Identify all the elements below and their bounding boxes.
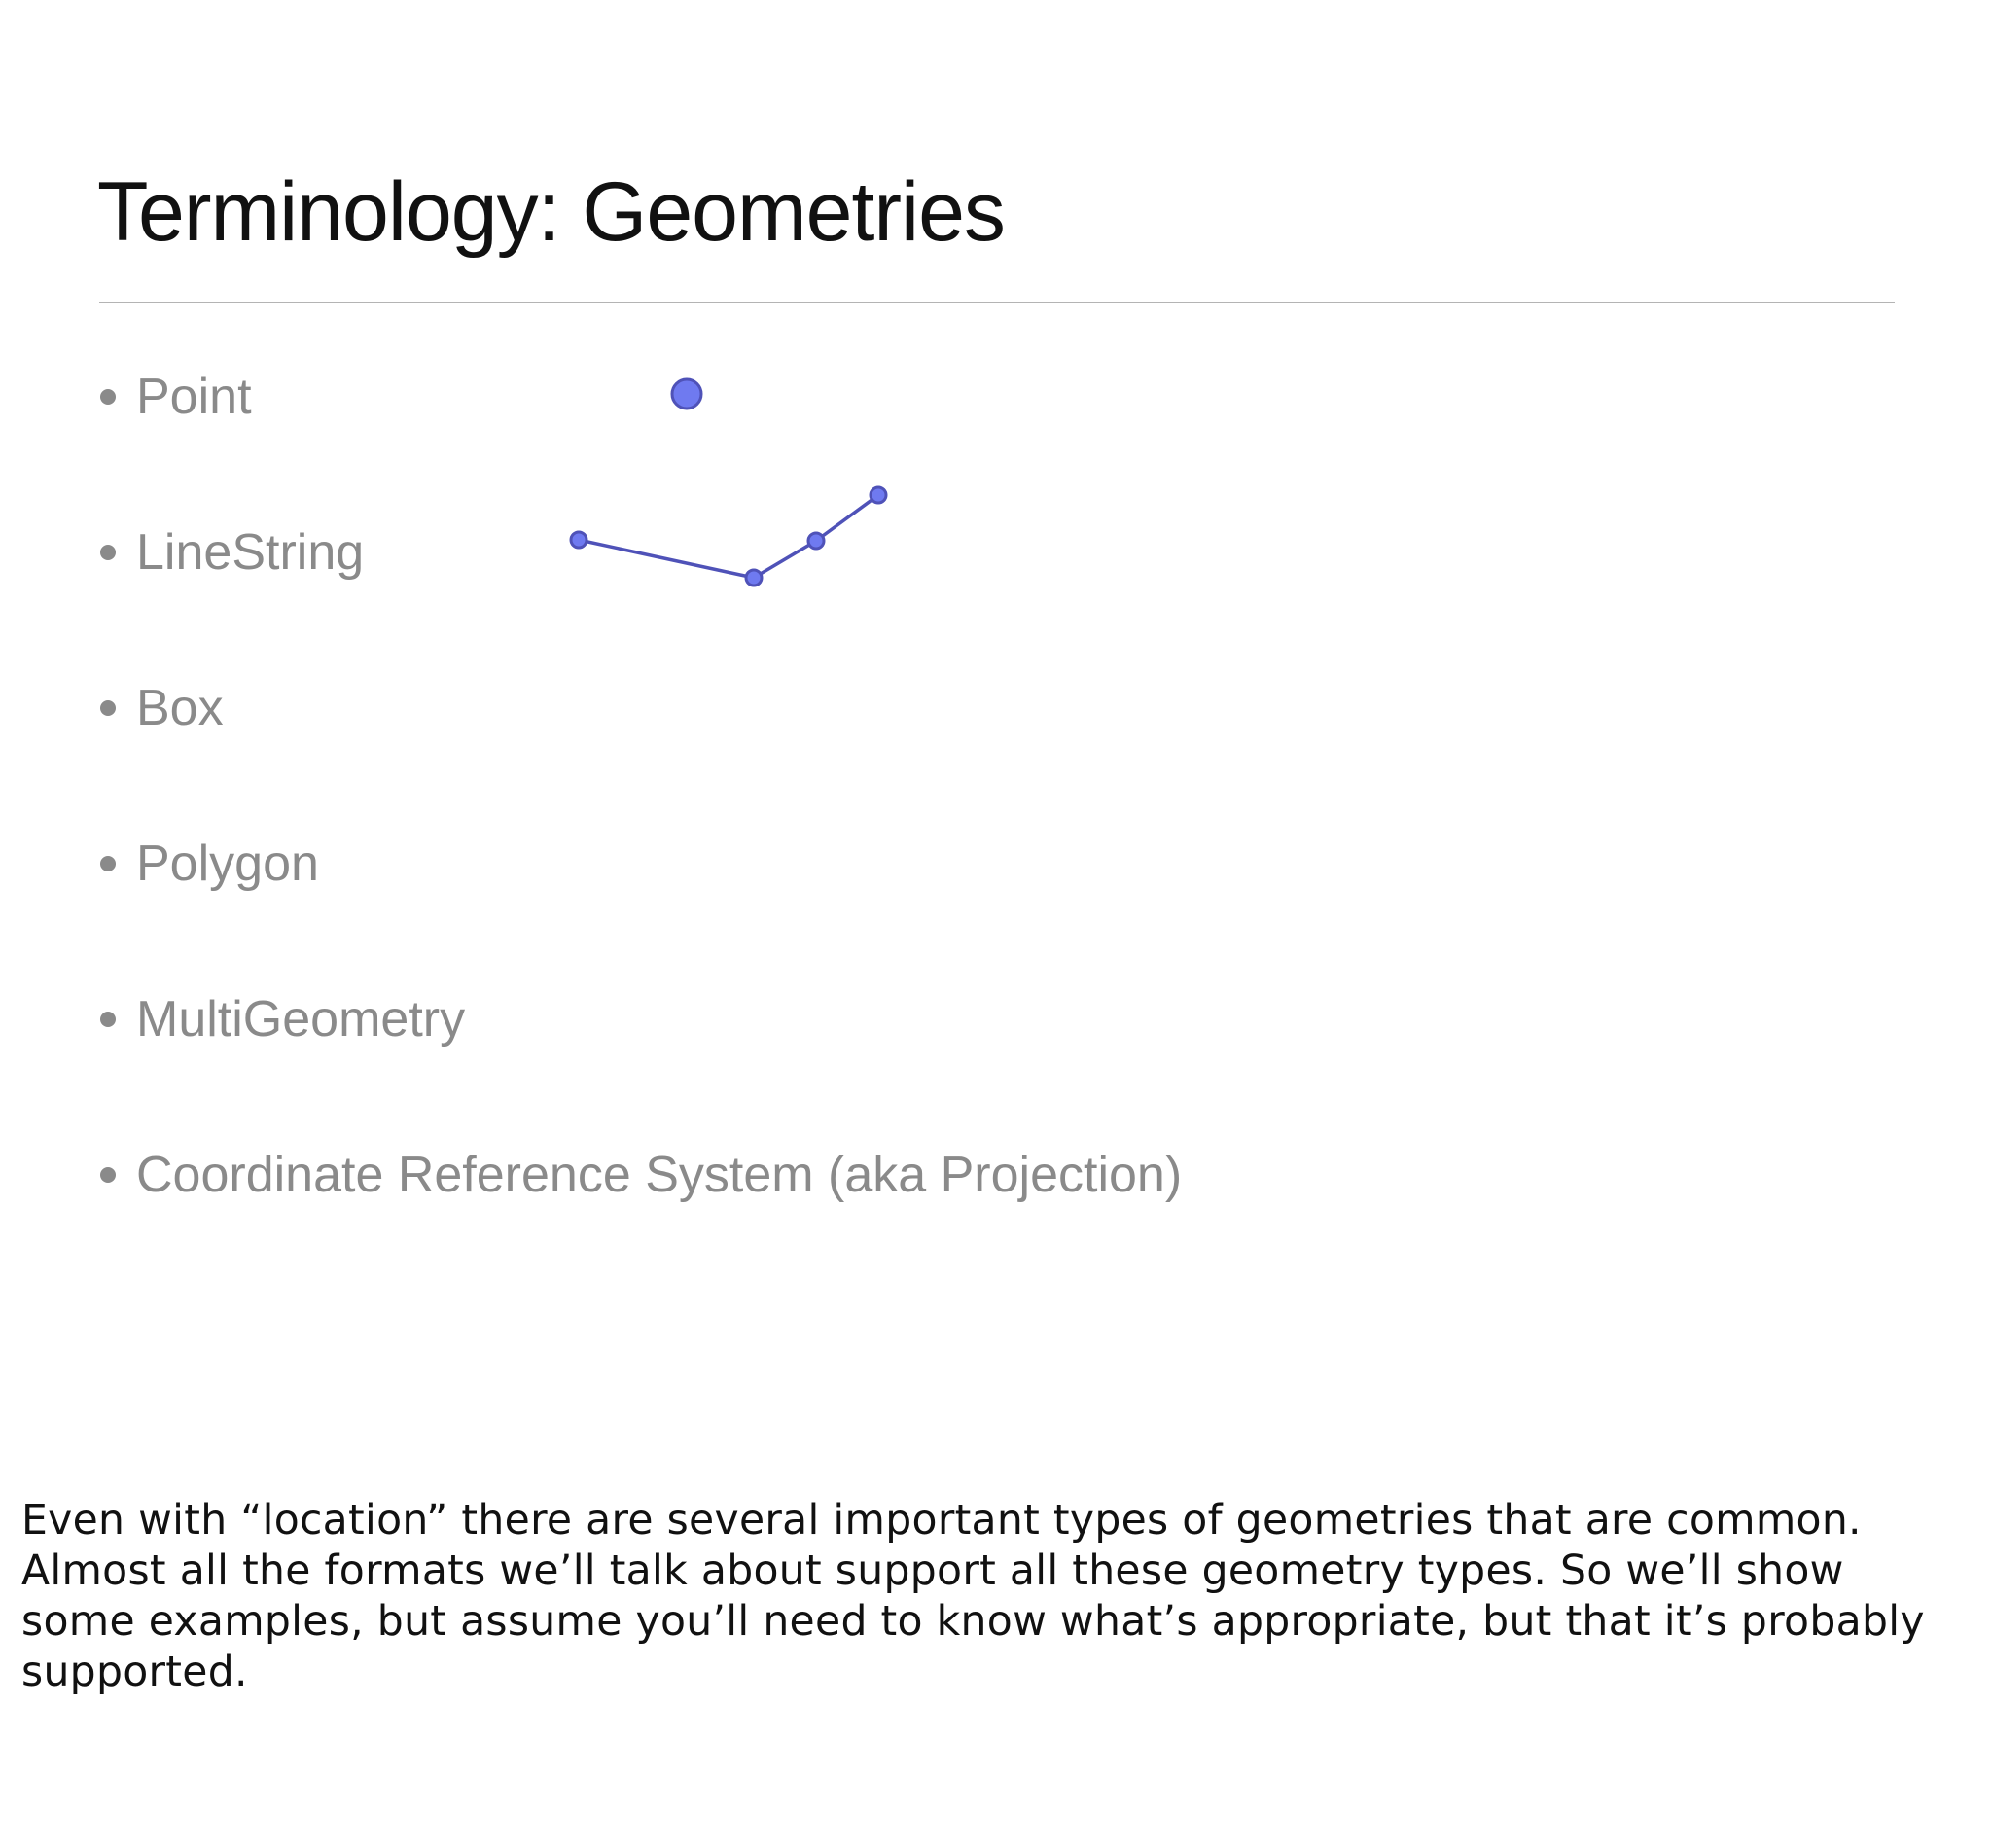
list-item-label: Point <box>136 369 252 425</box>
bullet-dot-icon <box>100 389 116 405</box>
bullet-dot-icon <box>100 700 116 716</box>
list-item-label: Coordinate Reference System (aka Projection) <box>136 1147 1183 1203</box>
bullet-dot-icon <box>100 1012 116 1027</box>
list-item-multigeometry <box>97 977 1182 1133</box>
list-item-point <box>97 355 1182 511</box>
list-item-linestring <box>97 511 1182 666</box>
list-item-label: LineString <box>136 524 365 581</box>
bullet-dot-icon <box>100 1167 116 1183</box>
title-divider <box>99 302 1895 303</box>
list-item-label: Box <box>136 680 224 736</box>
geometry-type-list <box>97 355 1182 1289</box>
slide-title: Terminology: Geometries <box>97 165 1005 259</box>
list-item-label: MultiGeometry <box>136 991 466 1048</box>
bullet-dot-icon <box>100 545 116 560</box>
list-item-crs <box>97 1133 1182 1289</box>
list-item-box <box>97 666 1182 822</box>
speaker-notes: Even with “location” there are several important types of geometries that are common. Almost all the formats we’ll talk about support all these geometry types. So we’ll show some examples, but assume you’ll need to know what’s appropriate, but that it’s probably supported. <box>21 1497 1925 1696</box>
list-item-polygon <box>97 822 1182 977</box>
list-item-label: Polygon <box>136 835 319 892</box>
bullet-dot-icon <box>100 856 116 871</box>
